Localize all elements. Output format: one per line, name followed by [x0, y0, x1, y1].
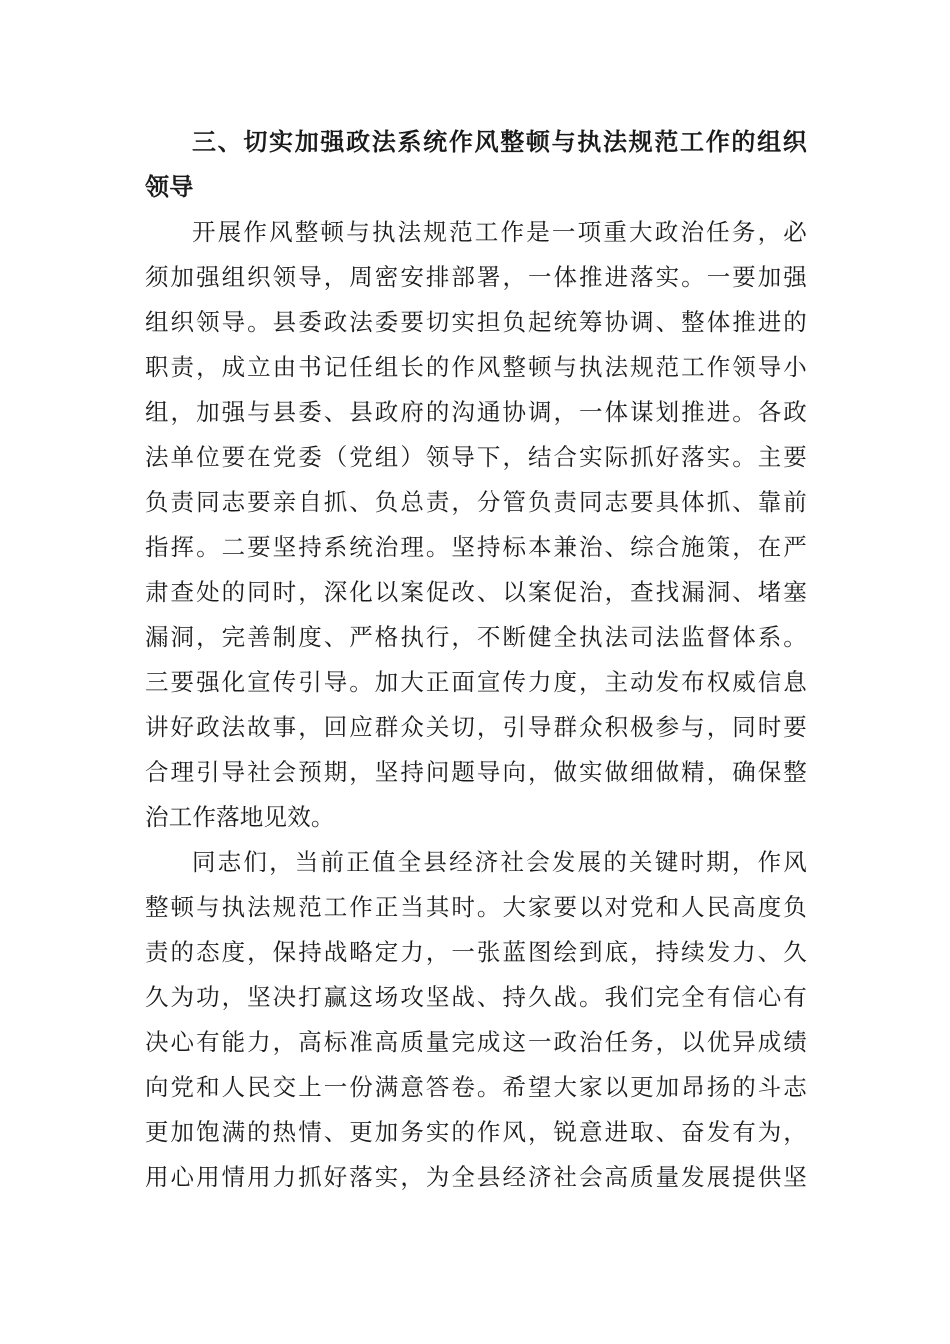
paragraph-line: 负责同志要亲自抓、负总责，分管负责同志要具体抓、靠前: [145, 488, 807, 516]
document-body: [145, 120, 807, 1200]
paragraph-line: 开展作风整顿与执法规范工作是一项重大政治任务，必: [192, 218, 807, 246]
paragraph-line: 责的态度，保持战略定力，一张蓝图绘到底，持续发力、久: [145, 938, 807, 966]
paragraph-line: 漏洞，完善制度、严格执行，不断健全执法司法监督体系。: [145, 623, 807, 651]
paragraph-line: 更加饱满的热情、更加务实的作风，锐意进取、奋发有为，: [145, 1118, 807, 1146]
paragraph-line: 三要强化宣传引导。加大正面宣传力度，主动发布权威信息: [145, 668, 807, 696]
paragraph-line: 指挥。二要坚持系统治理。坚持标本兼治、综合施策，在严: [145, 533, 807, 561]
paragraph-line: 用心用情用力抓好落实，为全县经济社会高质量发展提供坚: [145, 1163, 807, 1191]
paragraph-line: 久为功，坚决打赢这场攻坚战、持久战。我们完全有信心有: [145, 983, 807, 1011]
heading-line: 三、切实加强政法系统作风整顿与执法规范工作的组织: [192, 128, 807, 156]
paragraph-line: 讲好政法故事，回应群众关切，引导群众积极参与，同时要: [145, 713, 807, 741]
paragraph-line: 组织领导。县委政法委要切实担负起统筹协调、整体推进的: [145, 308, 807, 336]
paragraph-line: 向党和人民交上一份满意答卷。希望大家以更加昂扬的斗志: [145, 1073, 807, 1101]
paragraph-line: 合理引导社会预期，坚持问题导向，做实做细做精，确保整: [145, 758, 807, 786]
paragraph-line: 治工作落地见效。: [145, 803, 335, 831]
paragraph-organization: [145, 210, 807, 840]
paragraph-line: 组，加强与县委、县政府的沟通协调，一体谋划推进。各政: [145, 398, 807, 426]
paragraph-line: 法单位要在党委（党组）领导下，结合实际抓好落实。主要: [145, 443, 807, 471]
heading-line: 领导: [145, 173, 194, 201]
paragraph-line: 决心有能力，高标准高质量完成这一政治任务，以优异成绩: [145, 1028, 807, 1056]
paragraph-line: 职责，成立由书记任组长的作风整顿与执法规范工作领导小: [145, 353, 807, 381]
paragraph-line: 须加强组织领导，周密安排部署，一体推进落实。一要加强: [145, 263, 807, 291]
paragraph-line: 肃查处的同时，深化以案促改、以案促治，查找漏洞、堵塞: [145, 578, 807, 606]
section-heading: [145, 120, 807, 210]
paragraph-line: 同志们，当前正值全县经济社会发展的关键时期，作风: [192, 848, 807, 876]
paragraph-line: 整顿与执法规范工作正当其时。大家要以对党和人民高度负: [145, 893, 807, 921]
paragraph-closing: [145, 840, 807, 1200]
